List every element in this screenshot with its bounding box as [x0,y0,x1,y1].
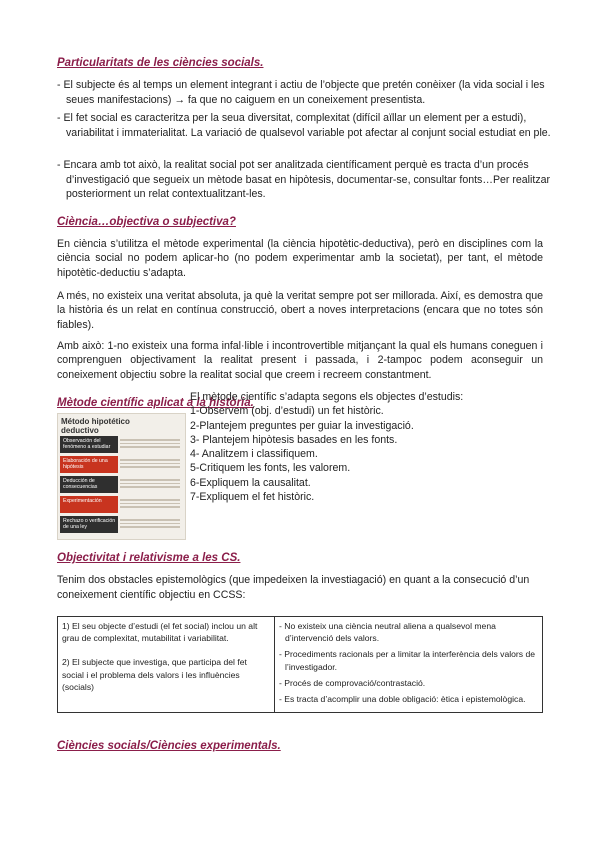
step-3: 3- Plantejem hipòtesis basades en les fonts. [190,433,398,446]
diagram-row-label: Observación del fenómeno a estudiar [60,436,118,453]
heading-ciencia: Ciència…objectiva o subjectiva? [57,216,236,228]
response-4: - Es tracta d’acomplir una doble obligació: ètica i epistemològica. [279,694,526,705]
obstacles-intro: Tenim dos obstacles epistemològics (que impedeixen la investiagació) en quant a la consecució d’un coneixement científic objectiu en CCSS: [57,574,530,601]
response-2: - Procediments racionals per a limitar la interferència dels valors de l’investigador. [279,649,536,672]
obstacle-1: 1) El seu objecte d’estudi (el fet social) inclou un alt grau de complexitat, mutabilitat i variabilitat. [62,621,258,644]
step-6: 6-Expliquem la causalitat. [190,476,311,489]
diagram-row-label: Deducción de consecuencias [60,476,118,493]
steps-intro: El mètode científic s’adapta segons els objectes d’estudis: [190,391,464,403]
diagram-row [60,496,183,513]
hypothetico-deductive-diagram [57,413,186,540]
step-7: 7-Expliquem el fet històric. [190,491,315,504]
method-steps [190,390,463,504]
step-4: 4- Analitzem i classifiquem. [190,448,318,461]
bullet-2: - El fet social es caracteritza per la seua diversitat, complexitat (difícil aïllar un element per a estudi), variabilitat i immaterialitat. La variació de qualsevol variable pot afectar al conjunt social estudiat en ple. [57,112,551,139]
step-5: 5-Critiquem les fonts, les valorem. [190,462,351,475]
diagram-row [60,436,183,453]
step-1: 1-Observem (obj. d’estudi) un fet històric. [190,405,384,418]
heading-metode: Mètode científic aplicat a la història. [57,397,254,409]
diagram-row-label: Rechazo o verificación de una ley [60,516,118,533]
heading-particularitats: Particularitats de les ciències socials. [57,57,264,69]
diagram-title: Método hipotético deductivo [61,417,130,435]
bullet-3: - Encara amb tot això, la realitat social pot ser analitzada científicament perquè es tracta d’un procés d’investigació que segueix un mètode basat en hipòtesis, documentar-se, consultar fonts…Per realitzar posteriorment un relat contextualitzant-les. [57,159,551,201]
heading-objectivitat: Objectivitat i relativisme a les CS. [57,552,241,564]
obstacles-table [57,616,543,713]
paragraph-3: Amb això: 1-no existeix una forma infal·lible i incontrovertible mitjançant la qual els humans coneguen i comprenguen objectivament la realitat present i passada, i 2-tampoc podem aconseguir un coneixement objectiu sobre la realitat social que creem i recreem constantment. [57,340,543,381]
diagram-row [60,516,183,533]
diagram-row [60,456,183,473]
step-2: 2-Plantejem preguntes per guiar la investigació. [190,419,414,432]
heading-ciencies: Ciències socials/Ciències experimentals. [57,740,281,752]
diagram-row [60,476,183,493]
obstacle-2: 2) El subjecte que investiga, que participa del fet social i el problema dels valors i les influències (socials) [62,657,247,692]
diagram-row-label: Experimentación [60,496,118,513]
paragraph-1: En ciència s’utilitza el mètode experimental (la ciència hipotètic-deductiva), però en disciplines com la ciència social no podem aplicar-ho (no podem experimentar amb la societat), per tant, el mètode hipotètic-deductiu s’adapta. [57,238,543,279]
paragraph-2: A més, no existeix una veritat absoluta, ja què la veritat sempre pot ser millorada. Així, es demostra que la història és un relat en contínua construcció, obert a noves interpretacions (encara que no totes són fiables). [57,290,543,331]
response-1: - No existeix una ciència neutral aliena a qualsevol mena d’intervenció dels valors. [279,621,496,644]
obstacles-cell [58,617,275,713]
response-3: - Procés de comprovació/contrastació. [279,677,426,688]
bullet-1: - El subjecte és al temps un element integrant i actiu de l’objecte que pretén conèixer (la vida social i les seues manifestacions) → fa que no caiguem en un coneixement presentista. [57,79,545,106]
diagram-row-label: Elaboración de una hipótesis [60,456,118,473]
responses-cell [275,617,543,713]
